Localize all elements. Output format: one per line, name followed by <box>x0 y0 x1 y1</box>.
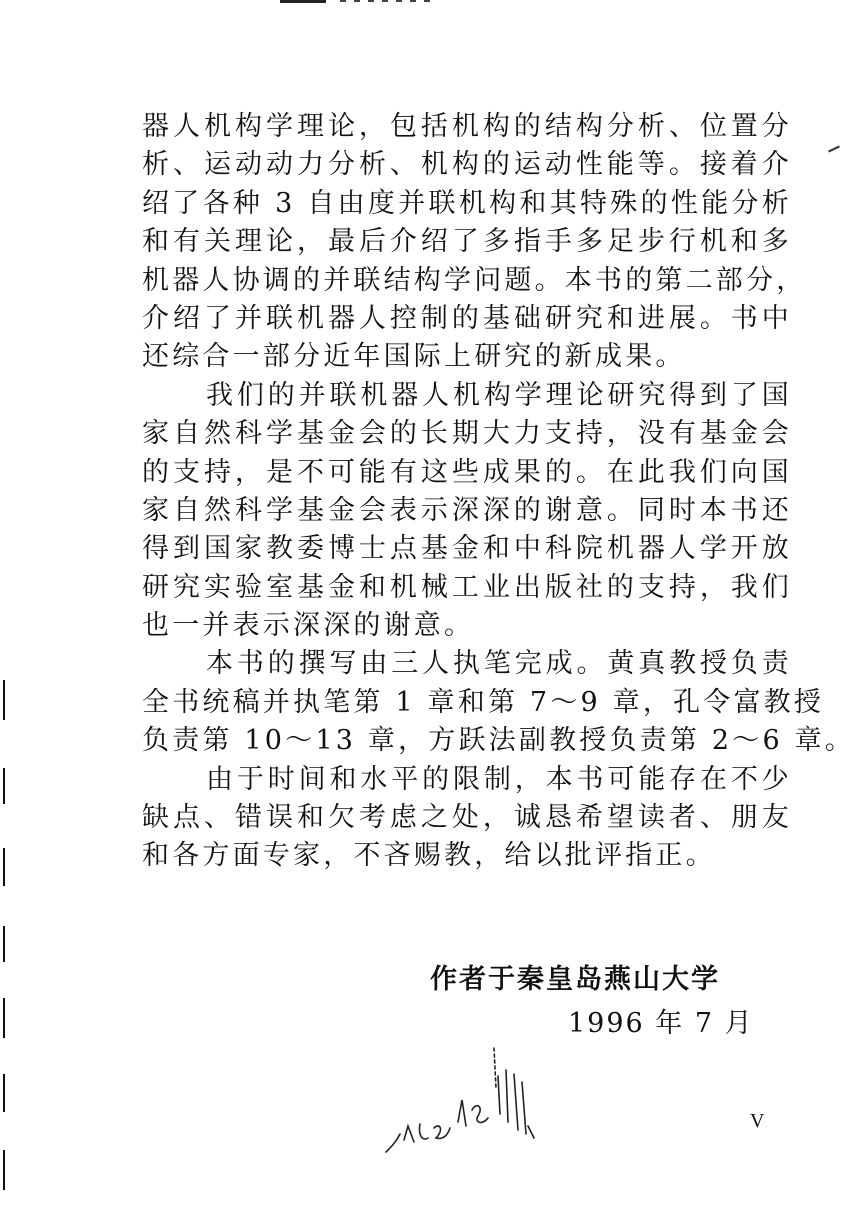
margin-tick-mark <box>828 146 840 153</box>
body-line: 研究实验室基金和机械工业出版社的支持，我们 <box>142 571 792 603</box>
scan-edge-mark <box>3 848 5 886</box>
body-line: 家自然科学基金会表示深深的谢意。同时本书还 <box>142 494 792 526</box>
author-affiliation: 作者于秦皇岛燕山大学 <box>430 964 720 995</box>
header-fragment-bar <box>280 0 326 3</box>
scan-edge-mark <box>3 1150 5 1190</box>
scan-edge-marks <box>0 680 8 1228</box>
handwritten-annotation <box>378 1030 548 1170</box>
body-line: 家自然科学基金会的长期大力支持，没有基金会 <box>142 418 792 450</box>
header-fragment-dots <box>340 0 430 2</box>
body-line: 还综合一部分近年国际上研究的新成果。 <box>142 341 686 373</box>
body-line: 也一并表示深深的谢意。 <box>142 610 475 642</box>
body-line: 由于时间和水平的限制，本书可能存在不少 <box>206 763 792 795</box>
body-line: 绍了各种 3 自由度并联机构和其特殊的性能分析 <box>142 187 792 219</box>
scan-edge-mark <box>3 1074 5 1112</box>
body-line: 全书统稿并执笔第 1 章和第 7～9 章，孔令富教授 <box>142 686 825 718</box>
body-line: 介绍了并联机器人控制的基础研究和进展。书中 <box>142 302 792 334</box>
body-line: 和各方面专家，不吝赐教，给以批评指正。 <box>142 840 716 872</box>
scan-edge-mark <box>3 680 5 720</box>
body-line: 机器人协调的并联结构学问题。本书的第二部分， <box>142 264 807 296</box>
body-line: 得到国家教委博士点基金和中科院机器人学开放 <box>142 533 792 565</box>
page-number: V <box>750 1110 765 1132</box>
scan-edge-mark <box>3 926 5 962</box>
cropped-header-fragment <box>280 0 440 6</box>
body-line: 我们的并联机器人机构学理论研究得到了国 <box>206 379 792 411</box>
body-line: 器人机构学理论，包括机构的结构分析、位置分 <box>142 111 792 142</box>
body-line: 负责第 10～13 章，方跃法副教授负责第 2～6 章。 <box>142 725 855 757</box>
body-line: 的支持，是不可能有这些成果的。在此我们向国 <box>142 456 792 488</box>
scan-edge-mark <box>3 998 5 1038</box>
preface-body <box>142 108 855 876</box>
body-line: 本书的撰写由三人执笔完成。黄真教授负责 <box>206 648 792 680</box>
body-line: 和有关理论，最后介绍了多指手多足步行机和多 <box>142 226 792 258</box>
body-line: 析、运动动力分析、机构的运动性能等。接着介 <box>142 149 792 181</box>
body-line: 缺点、错误和欠考虑之处，诚恳希望读者、朋友 <box>142 802 792 834</box>
date-line: 1996 年 7 月 <box>568 1008 754 1039</box>
scan-edge-mark <box>3 768 5 804</box>
